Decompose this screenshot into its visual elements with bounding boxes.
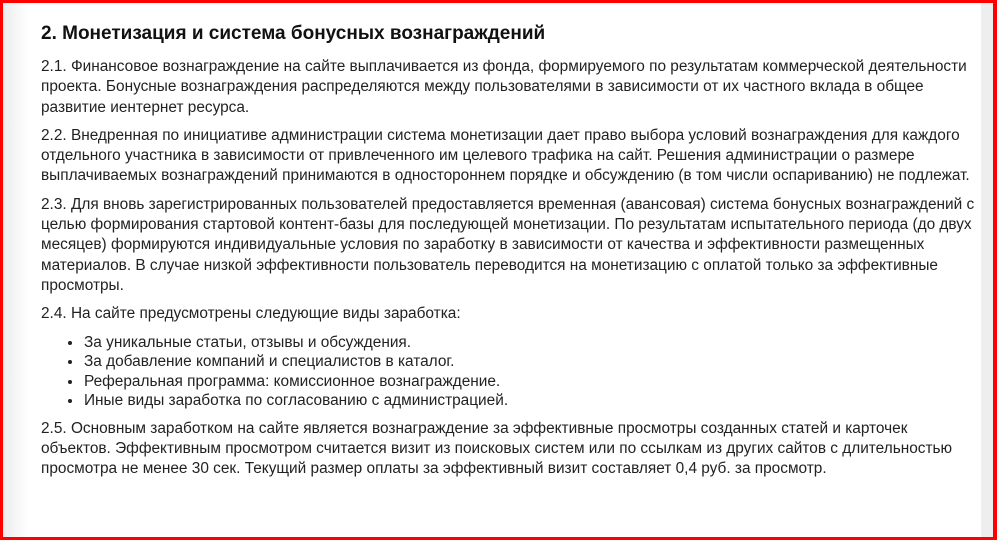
section-title: 2. Монетизация и система бонусных вознаграждений: [41, 23, 546, 44]
paragraph-2-1: 2.1. Финансовое вознаграждение на сайте выплачивается из фонда, формируемого по результатам коммерческой деятельности проекта. Бонусные вознаграждения распределяются между пользователями в зависимости от их частного вклада в общее развитие иентернет ресурса.: [41, 58, 967, 116]
paragraph-2-5: 2.5. Основным заработком на сайте является вознаграждение за эффективные просмотры созданных статей и карточек объектов. Эффективным просмотром считается визит из поисковых систем или по ссылкам из других сайтов с длительностью просмотра не менее 30 сек. Текущий размер оплаты за эффективный визит составляет 0,4 руб. за просмотр.: [41, 419, 953, 478]
paragraph-2-4: 2.4. На сайте предусмотрены следующие виды заработка:: [41, 305, 461, 323]
earning-types-list: [41, 333, 976, 411]
paragraph-2-3: 2.3. Для вновь зарегистрированных пользователей предоставляется временная (авансовая) система бонусных вознаграждений с целью формирования стартовой контент-базы для последующей монетизации. По результатам испытательного периода (до двух месяцев) формируются индивидуальные условия по заработку в зависимости от качества и эффективности размещенных материалов. В случае низкой эффективности пользователь переводится на монетизацию с оплатой только за эффективные просмотры.: [41, 195, 975, 294]
paragraph-2-2: 2.2. Внедренная по инициативе администрации система монетизации дает право выбора условий вознаграждения для каждого отдельного участника в зависимости от привлеченного им целевого трафика на сайт. Решения администрации о размере выплачиваемых вознаграждений принимаются в одностороннем порядке и обсуждению (в том числи оспариванию) не подлежат.: [41, 126, 970, 185]
list-item: • За уникальные статьи, отзывы и обсуждения.: [83, 333, 976, 353]
list-item: • Иные виды заработка по согласованию с администрацией.: [83, 391, 976, 411]
list-item: • Реферальная программа: комиссионное вознаграждение.: [83, 372, 976, 392]
list-item: • За добавление компаний и специалистов в каталог.: [83, 352, 976, 372]
scrollbar-track[interactable]: [981, 3, 993, 537]
document-section: [41, 21, 976, 487]
left-gutter-shadow: [3, 3, 29, 537]
